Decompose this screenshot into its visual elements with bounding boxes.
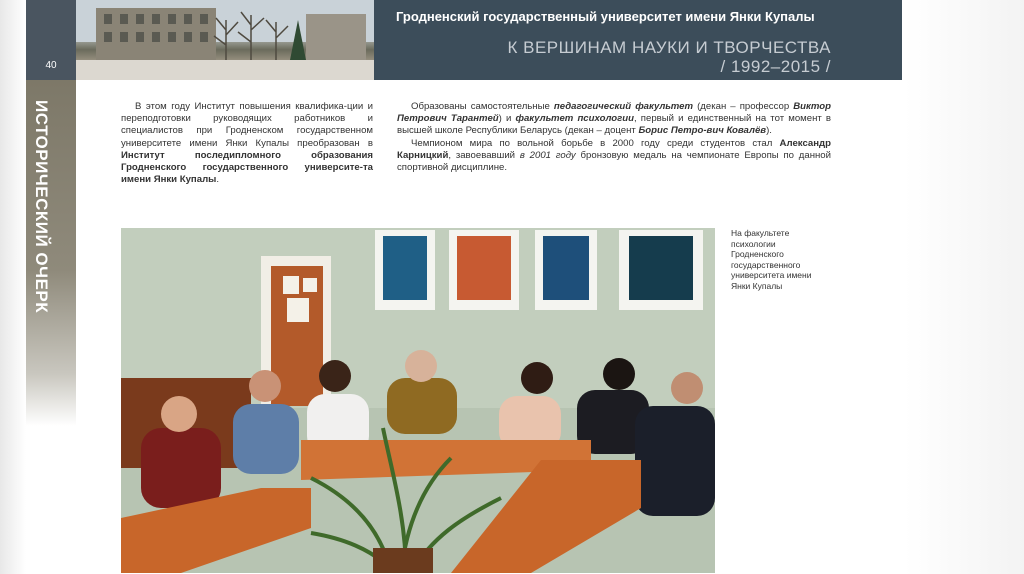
book-title: К ВЕРШИНАМ НАУКИ И ТВОРЧЕСТВА — [507, 38, 831, 57]
book-years: / 1992–2015 / — [720, 57, 831, 76]
side-title: ИСТОРИЧЕСКИЙ ОЧЕРК — [32, 100, 51, 314]
campus-building-image — [76, 0, 374, 80]
right-paragraph-2: Чемпионом мира по вольной борьбе в 2000 году среди студентов стал Александр Карницкий, завоевавший в 2001 году бронзовую медаль на чемпионате Европы по данной спортивной дисциплине. — [397, 137, 831, 174]
photo-caption: На факультете психологии Гродненского государственного университета имени Янки Купалы — [731, 228, 812, 291]
right-text-column — [397, 101, 831, 174]
page-left-shadow — [0, 0, 26, 574]
header-photo — [76, 0, 374, 80]
left-paragraph: В этом году Институт повышения квалифика-ции и переподготовки руководящих работников и специалистов при Гродненском государственном университете имени Янки Купалы преобразован в Институт последипломного образования Гродненского государственного университе-та имени Янки Купалы. — [121, 101, 373, 186]
left-text-column — [121, 101, 373, 186]
page-right-shadow — [904, 0, 1024, 574]
right-paragraph-1: Образованы самостоятельные педагогический факультет (декан – профессор Виктор Петрович Тарантей) и факультет психологии, первый и единственный на тот момент в высшей школе Республики Беларусь (декан – доцент Борис Петро-вич Ковалёв). — [397, 101, 832, 137]
page-number: 40 — [45, 60, 57, 71]
university-name: Гродненский государственный университет имени Янки Купалы — [396, 9, 815, 24]
faculty-meeting-photo — [121, 228, 715, 573]
meeting-room-image — [121, 228, 715, 573]
